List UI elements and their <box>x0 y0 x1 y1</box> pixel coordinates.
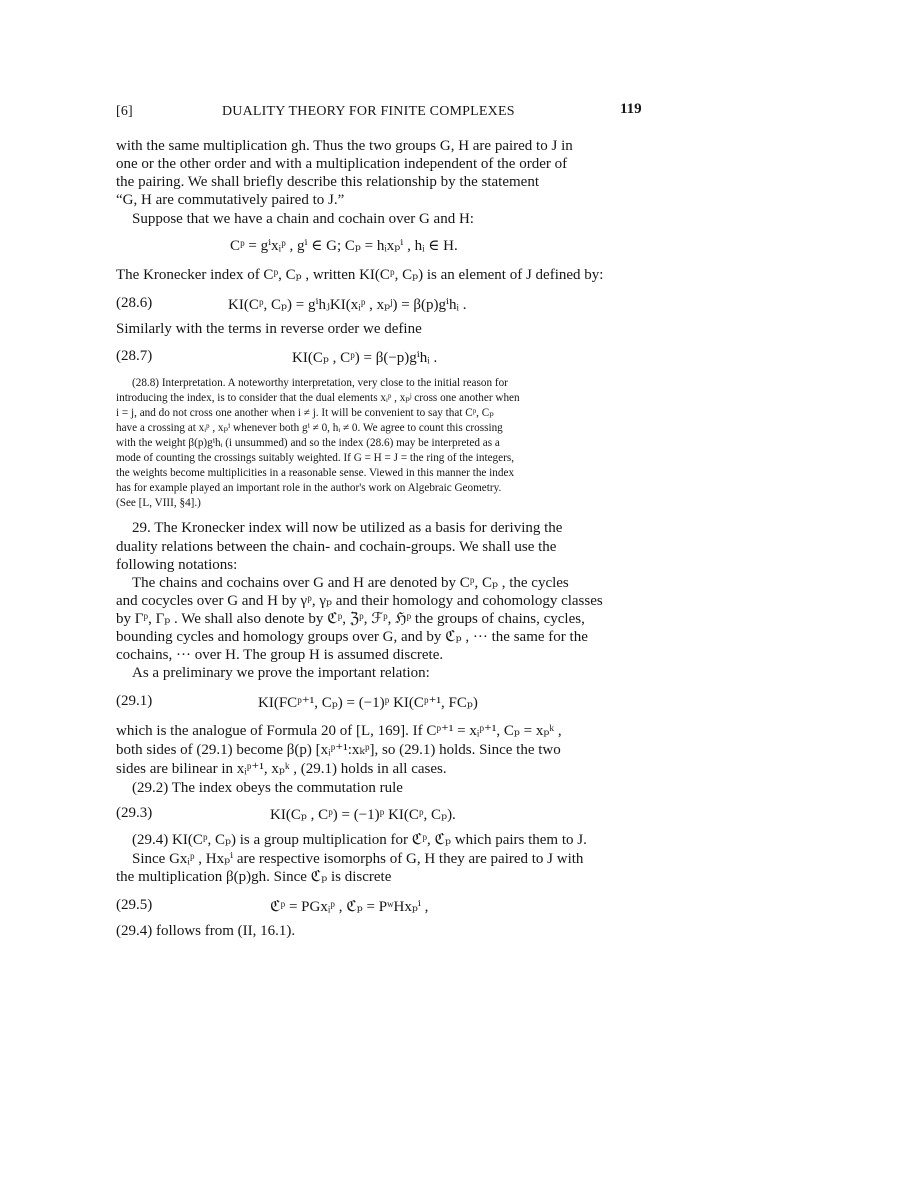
remark-line: (See [L, VIII, §4].) <box>116 497 201 509</box>
remark-line: with the weight β(p)gⁱhᵢ (i unsummed) and so the index (28.6) may be interpreted as a <box>116 437 500 449</box>
equation-label: (29.1) <box>116 693 153 709</box>
equation-29-1: KI(FCᵖ⁺¹, Cₚ) = (−1)ᵖ KI(Cᵖ⁺¹, FCₚ) <box>258 695 478 711</box>
equation-28-7: KI(Cₚ , Cᵖ) = β(−p)gⁱhᵢ . <box>292 350 438 366</box>
text-line: the multiplication β(p)gh. Since ℭₚ is discrete <box>116 869 392 885</box>
text-line: duality relations between the chain- and cochain-groups. We shall use the <box>116 539 557 555</box>
text-line: bounding cycles and homology groups over G, and by ℭₚ , ··· the same for the <box>116 629 588 645</box>
text-line: following notations: <box>116 557 238 573</box>
remark-line: have a crossing at xᵢᵖ , xₚⁱ whenever both gⁱ ≠ 0, hᵢ ≠ 0. We agree to count this crossing <box>116 422 503 434</box>
remark-line: introducing the index, is to consider that the dual elements xᵢᵖ , xₚʲ cross one another when <box>116 392 520 404</box>
text-line: sides are bilinear in xᵢᵖ⁺¹, xₚᵏ , (29.1) holds in all cases. <box>116 761 447 777</box>
text-line: both sides of (29.1) become β(p) [xᵢᵖ⁺¹:xₖᵖ], so (29.1) holds. Since the two <box>116 742 561 758</box>
remark-line: mode of counting the crossings suitably weighted. If G = H = J = the ring of the integers, <box>116 452 514 464</box>
text-line: one or the other order and with a multiplication independent of the order of <box>116 156 568 172</box>
equation-label: (29.3) <box>116 805 153 821</box>
text-line: with the same multiplication gh. Thus the two groups G, H are paired to J in <box>116 138 573 154</box>
running-header-title: DUALITY THEORY FOR FINITE COMPLEXES <box>222 104 515 119</box>
equation-label: (29.5) <box>116 897 153 913</box>
text-line: and cocycles over G and H by γᵖ, γₚ and their homology and cohomology classes <box>116 593 603 609</box>
text-line: Similarly with the terms in reverse order we define <box>116 321 422 337</box>
text-line: cochains, ··· over H. The group H is assumed discrete. <box>116 647 444 663</box>
equation-29-3: KI(Cₚ , Cᵖ) = (−1)ᵖ KI(Cᵖ, Cₚ). <box>270 807 456 823</box>
page-number: 119 <box>620 101 642 117</box>
equation-28-6: KI(Cᵖ, Cₚ) = gⁱhⱼKI(xᵢᵖ , xₚʲ) = β(p)gⁱhᵢ . <box>228 297 467 313</box>
equation-label: (28.7) <box>116 348 153 364</box>
text-line: The chains and cochains over G and H are denoted by Cᵖ, Cₚ , the cycles <box>132 575 569 591</box>
text-line: 29. The Kronecker index will now be utilized as a basis for deriving the <box>132 520 563 536</box>
text-line: which is the analogue of Formula 20 of [L, 169]. If Cᵖ⁺¹ = xᵢᵖ⁺¹, Cₚ = xₚᵏ , <box>116 723 562 739</box>
equation-chain-cochain: Cᵖ = gⁱxᵢᵖ , gⁱ ∈ G; Cₚ = hᵢxₚⁱ , hᵢ ∈ H. <box>230 238 458 254</box>
remark-line: (28.8) Interpretation. A noteworthy interpretation, very close to the initial reason for <box>132 377 508 389</box>
remark-line: i = j, and do not cross one another when i ≠ j. It will be convenient to say that Cᵖ, Cₚ <box>116 407 494 419</box>
remark-line: the weights become multiplicities in a reasonable sense. Viewed in this manner the index <box>116 467 515 479</box>
text-line: the pairing. We shall briefly describe this relationship by the statement <box>116 174 539 190</box>
equation-label: (28.6) <box>116 295 153 311</box>
text-line: (29.4) KI(Cᵖ, Cₚ) is a group multiplication for ℭᵖ, ℭₚ which pairs them to J. <box>132 832 587 848</box>
text-line: Suppose that we have a chain and cochain over G and H: <box>132 211 474 227</box>
equation-29-5: ℭᵖ = PGxᵢᵖ , ℭₚ = PʷHxₚⁱ , <box>270 899 429 915</box>
text-line: As a preliminary we prove the important relation: <box>132 665 430 681</box>
text-line: Since Gxᵢᵖ , Hxₚⁱ are respective isomorphs of G, H they are paired to J with <box>132 851 584 867</box>
text-line: (29.4) follows from (II, 16.1). <box>116 923 296 939</box>
text-line: The Kronecker index of Cᵖ, Cₚ , written KI(Cᵖ, Cₚ) is an element of J defined by: <box>116 267 604 283</box>
remark-line: has for example played an important role in the author's work on Algebraic Geometry. <box>116 482 502 494</box>
text-line: by Γᵖ, Γₚ . We shall also denote by ℭᵖ, ℨᵖ, ℱᵖ, ℌᵖ the groups of chains, cycles, <box>116 611 585 627</box>
text-line: “G, H are commutatively paired to J.” <box>116 192 345 208</box>
text-line: (29.2) The index obeys the commutation rule <box>132 780 403 796</box>
running-header-section: [6] <box>116 104 133 119</box>
